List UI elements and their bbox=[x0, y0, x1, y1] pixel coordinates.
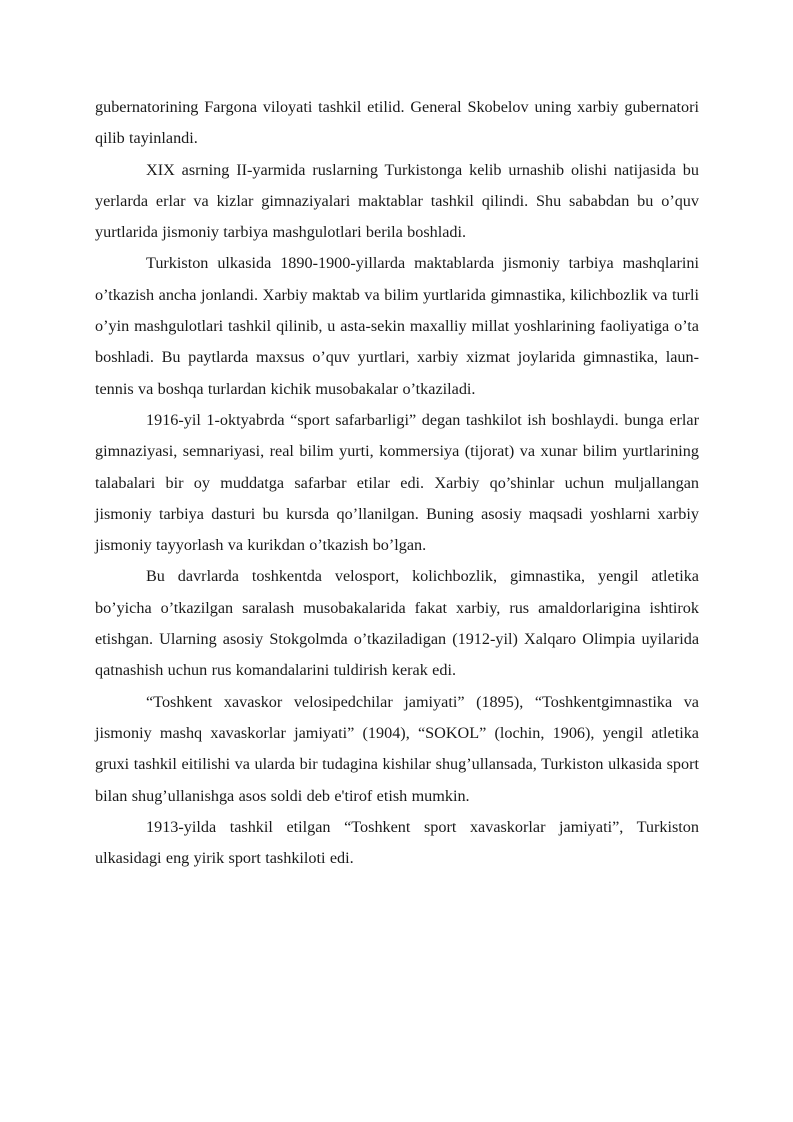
paragraph: Bu davrlarda toshkentda velosport, kolichbozlik, gimnastika, yengil atletika bo’yicha o’tkazilgan saralash musobakalarida fakat xarbiy, rus amaldorlarigina ishtirok etishgan. Ularning asosiy Stokgolmda o’tkaziladigan (1912-yil) Xalqaro Olimpia uyilarida qatnashish uchun rus komandalarini tuldirish kerak edi. bbox=[95, 567, 699, 680]
paragraph: 1913-yilda tashkil etilgan “Toshkent sport xavaskorlar jamiyati”, Turkiston ulkasidagi eng yirik sport tashkiloti edi. bbox=[95, 817, 699, 868]
paragraph: XIX asrning II-yarmida ruslarning Turkistonga kelib urnashib olishi natijasida bu yerlarda erlar va kizlar gimnaziyalari maktablar tashkil qilindi. Shu sababdan bu o’quv yurtlarida jismoniy tarbiya mashgulotlari berila boshladi. bbox=[95, 160, 699, 242]
document-body bbox=[95, 92, 699, 874]
paragraph-continued: gubernatorining Fargona viloyati tashkil etilid. General Skobelov uning xarbiy gubernatori qilib tayinlandi. bbox=[95, 98, 699, 148]
paragraph: 1916-yil 1-oktyabrda “sport safarbarligi” degan tashkilot ish boshlaydi. bunga erlar gimnaziyasi, semnariyasi, real bilim yurti, kommersiya (tijorat) va xunar bilim yurtlarining talabalari bir oy muddatga safarbar etilar edi. Xarbiy qo’shinlar uchun muljallangan jismoniy tarbiya dasturi bu kursda qo’llanilgan. Buning asosiy maqsadi yoshlarni xarbiy jismoniy tayyorlash va kurikdan o’tkazish bo’lgan. bbox=[95, 410, 699, 555]
paragraph: Turkiston ulkasida 1890-1900-yillarda maktablarda jismoniy tarbiya mashqlarini o’tkazish ancha jonlandi. Xarbiy maktab va bilim yurtlarida gimnastika, kilichbozlik va turli o’yin mashgulotlari tashkil qilinib, u asta-sekin maxalliy millat yoshlarining faoliyatiga o’ta boshladi. Bu paytlarda maxsus o’quv yurtlari, xarbiy xizmat joylarida gimnastika, laun-tennis va boshqa turlardan kichik musobakalar o’tkaziladi. bbox=[95, 254, 699, 398]
paragraph: “Toshkent xavaskor velosipedchilar jamiyati” (1895), “Toshkentgimnastika va jismoniy mashq xavaskorlar jamiyati” (1904), “SOKOL” (lochin, 1906), yengil atletika gruxi tashkil eitilishi va ularda bir tudagina kishilar shug’ullansada, Turkiston ulkasida sport bilan shug’ullanishga asos soldi deb e'tirof etish mumkin. bbox=[95, 692, 699, 805]
